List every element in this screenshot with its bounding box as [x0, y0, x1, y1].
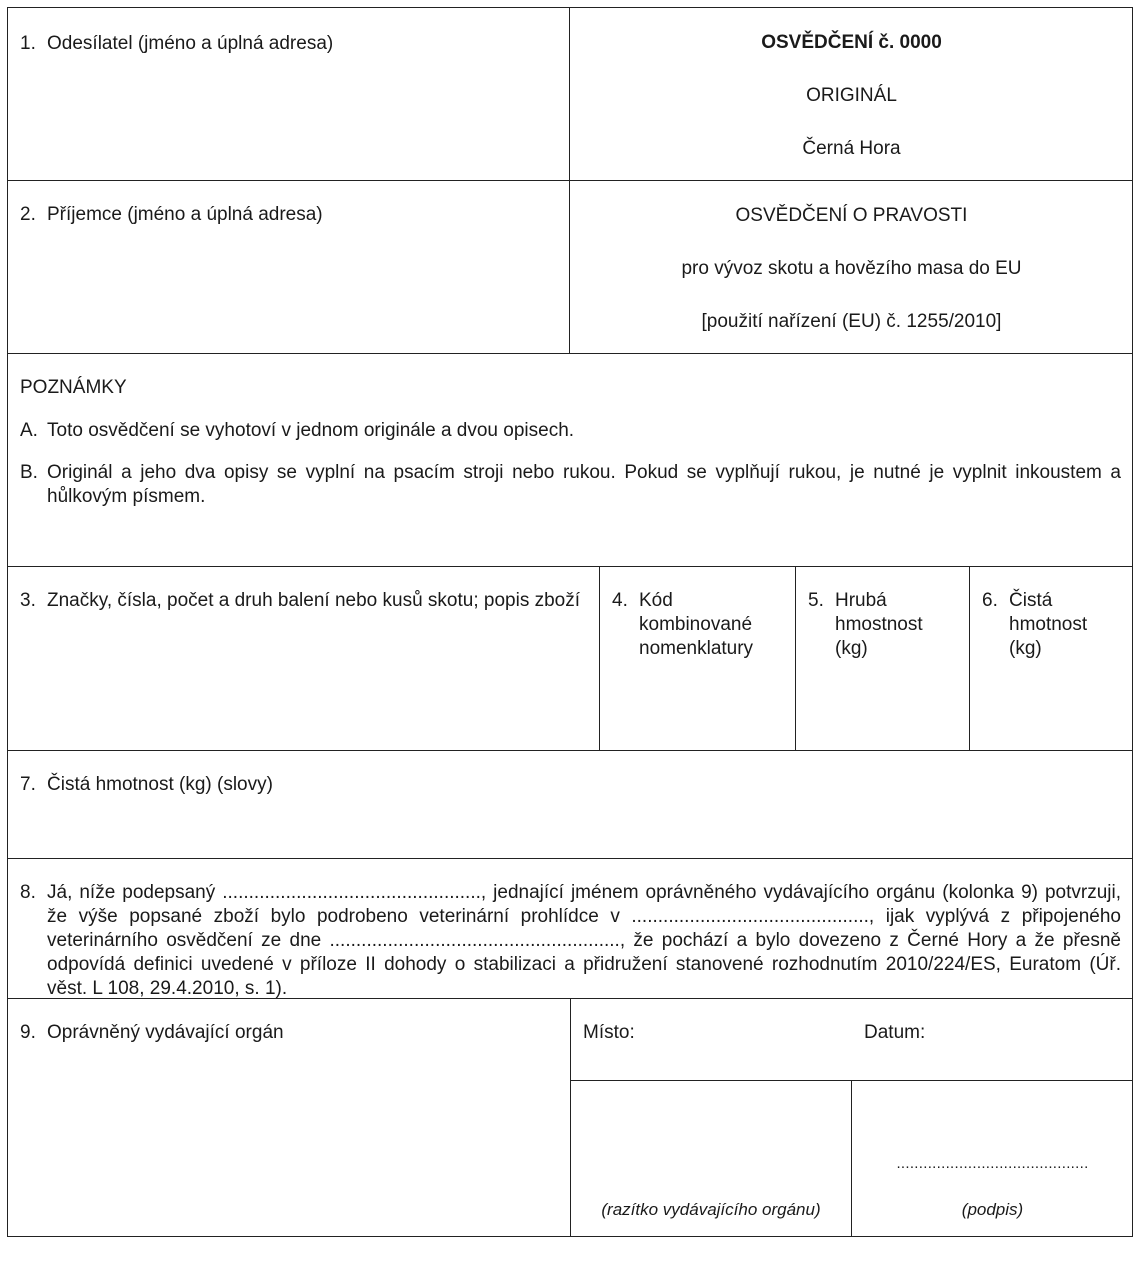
box-6-label: Čistá hmotnost (kg) [1009, 590, 1088, 659]
note-b-letter: B. [20, 462, 38, 483]
box-7-net-weight-words [8, 750, 1133, 858]
stamp-caption: (razítko vydávajícího orgánu) [601, 1200, 821, 1219]
box-2-label: Příjemce (jméno a úplná adresa) [47, 204, 323, 225]
note-b-text: Originál a jeho dva opisy se vyplní na psacím stroji nebo rukou. Pokud se vyplňují rukou, je nutné je vyplnit inkoustem a hůlkovým písmem. [47, 462, 1121, 507]
box-7-label: Čistá hmotnost (kg) (slovy) [47, 774, 273, 795]
box-1-consignor [8, 8, 569, 180]
box-4-label: Kód kombinované nomenklatury [639, 590, 754, 659]
box-3-number: 3. [20, 590, 36, 611]
date-label: Datum: [864, 1022, 926, 1043]
authenticity-title: OSVĚDČENÍ O PRAVOSTI [735, 205, 968, 226]
notes-section [8, 353, 1133, 566]
box-7-number: 7. [20, 774, 36, 795]
box-9-label: Oprávněný vydávající orgán [47, 1022, 284, 1043]
note-a-letter: A. [20, 420, 38, 441]
box-3-label: Značky, čísla, počet a druh balení nebo kusů skotu; popis zboží [47, 590, 581, 611]
box-5-number: 5. [808, 590, 824, 611]
stamp-area [570, 1080, 851, 1236]
country-label: Černá Hora [802, 138, 901, 159]
notes-title: POZNÁMKY [20, 377, 127, 398]
box-5-label: Hrubá hmostnost (kg) [835, 590, 923, 659]
box-4-cn-code [599, 566, 795, 750]
box-3-marks [8, 566, 599, 750]
box-6-net-weight [969, 566, 1133, 750]
authenticity-subtitle: pro vývoz skotu a hovězího masa do EU [681, 258, 1022, 279]
box-9-number: 9. [20, 1022, 36, 1043]
original-label: ORIGINÁL [806, 85, 897, 106]
box-1-number: 1. [20, 33, 36, 54]
authenticity-block [569, 180, 1133, 353]
box-8-declaration [8, 858, 1133, 998]
place-label: Místo: [583, 1022, 635, 1043]
box-5-gross-weight [795, 566, 969, 750]
signature-caption: (podpis) [961, 1200, 1024, 1219]
authenticity-regulation: [použití nařízení (EU) č. 1255/2010] [701, 311, 1002, 332]
box-2-number: 2. [20, 204, 36, 225]
box-2-consignee [8, 180, 569, 353]
signature-area [851, 1080, 1133, 1236]
box-9-issuing-authority [8, 998, 570, 1236]
box-4-number: 4. [612, 590, 628, 611]
signature-line: ........................................... [896, 1155, 1089, 1172]
box-1-label: Odesílatel (jméno a úplná adresa) [47, 33, 334, 54]
place-date-row [570, 998, 1133, 1080]
note-a-text: Toto osvědčení se vyhotoví v jednom originále a dvou opisech. [47, 420, 575, 441]
certificate-header [569, 8, 1133, 180]
certificate-form [7, 7, 1133, 1237]
box-6-number: 6. [982, 590, 998, 611]
certificate-number: OSVĚDČENÍ č. 0000 [761, 32, 942, 53]
box-8-text: Já, níže podepsaný ................................................., jednající jménem oprávněného vydávajícího orgánu (kolonka 9) potvrzuji, že výše popsané zboží bylo podrobeno veterinární prohlídce v ............................................., ijak vyplývá z připojeného veterinárního osvědčení ze dne ......................................................., že pochází a bylo dovezeno z Černé Hory a že přesně odpovídá definici uvedené v příloze II dohody o stabilizaci a přidružení stanovené rozhodnutím 2010/224/ES, Euratom (Úř. věst. L 108, 29.4.2010, s. 1). [47, 882, 1121, 999]
box-8-number: 8. [20, 882, 36, 903]
